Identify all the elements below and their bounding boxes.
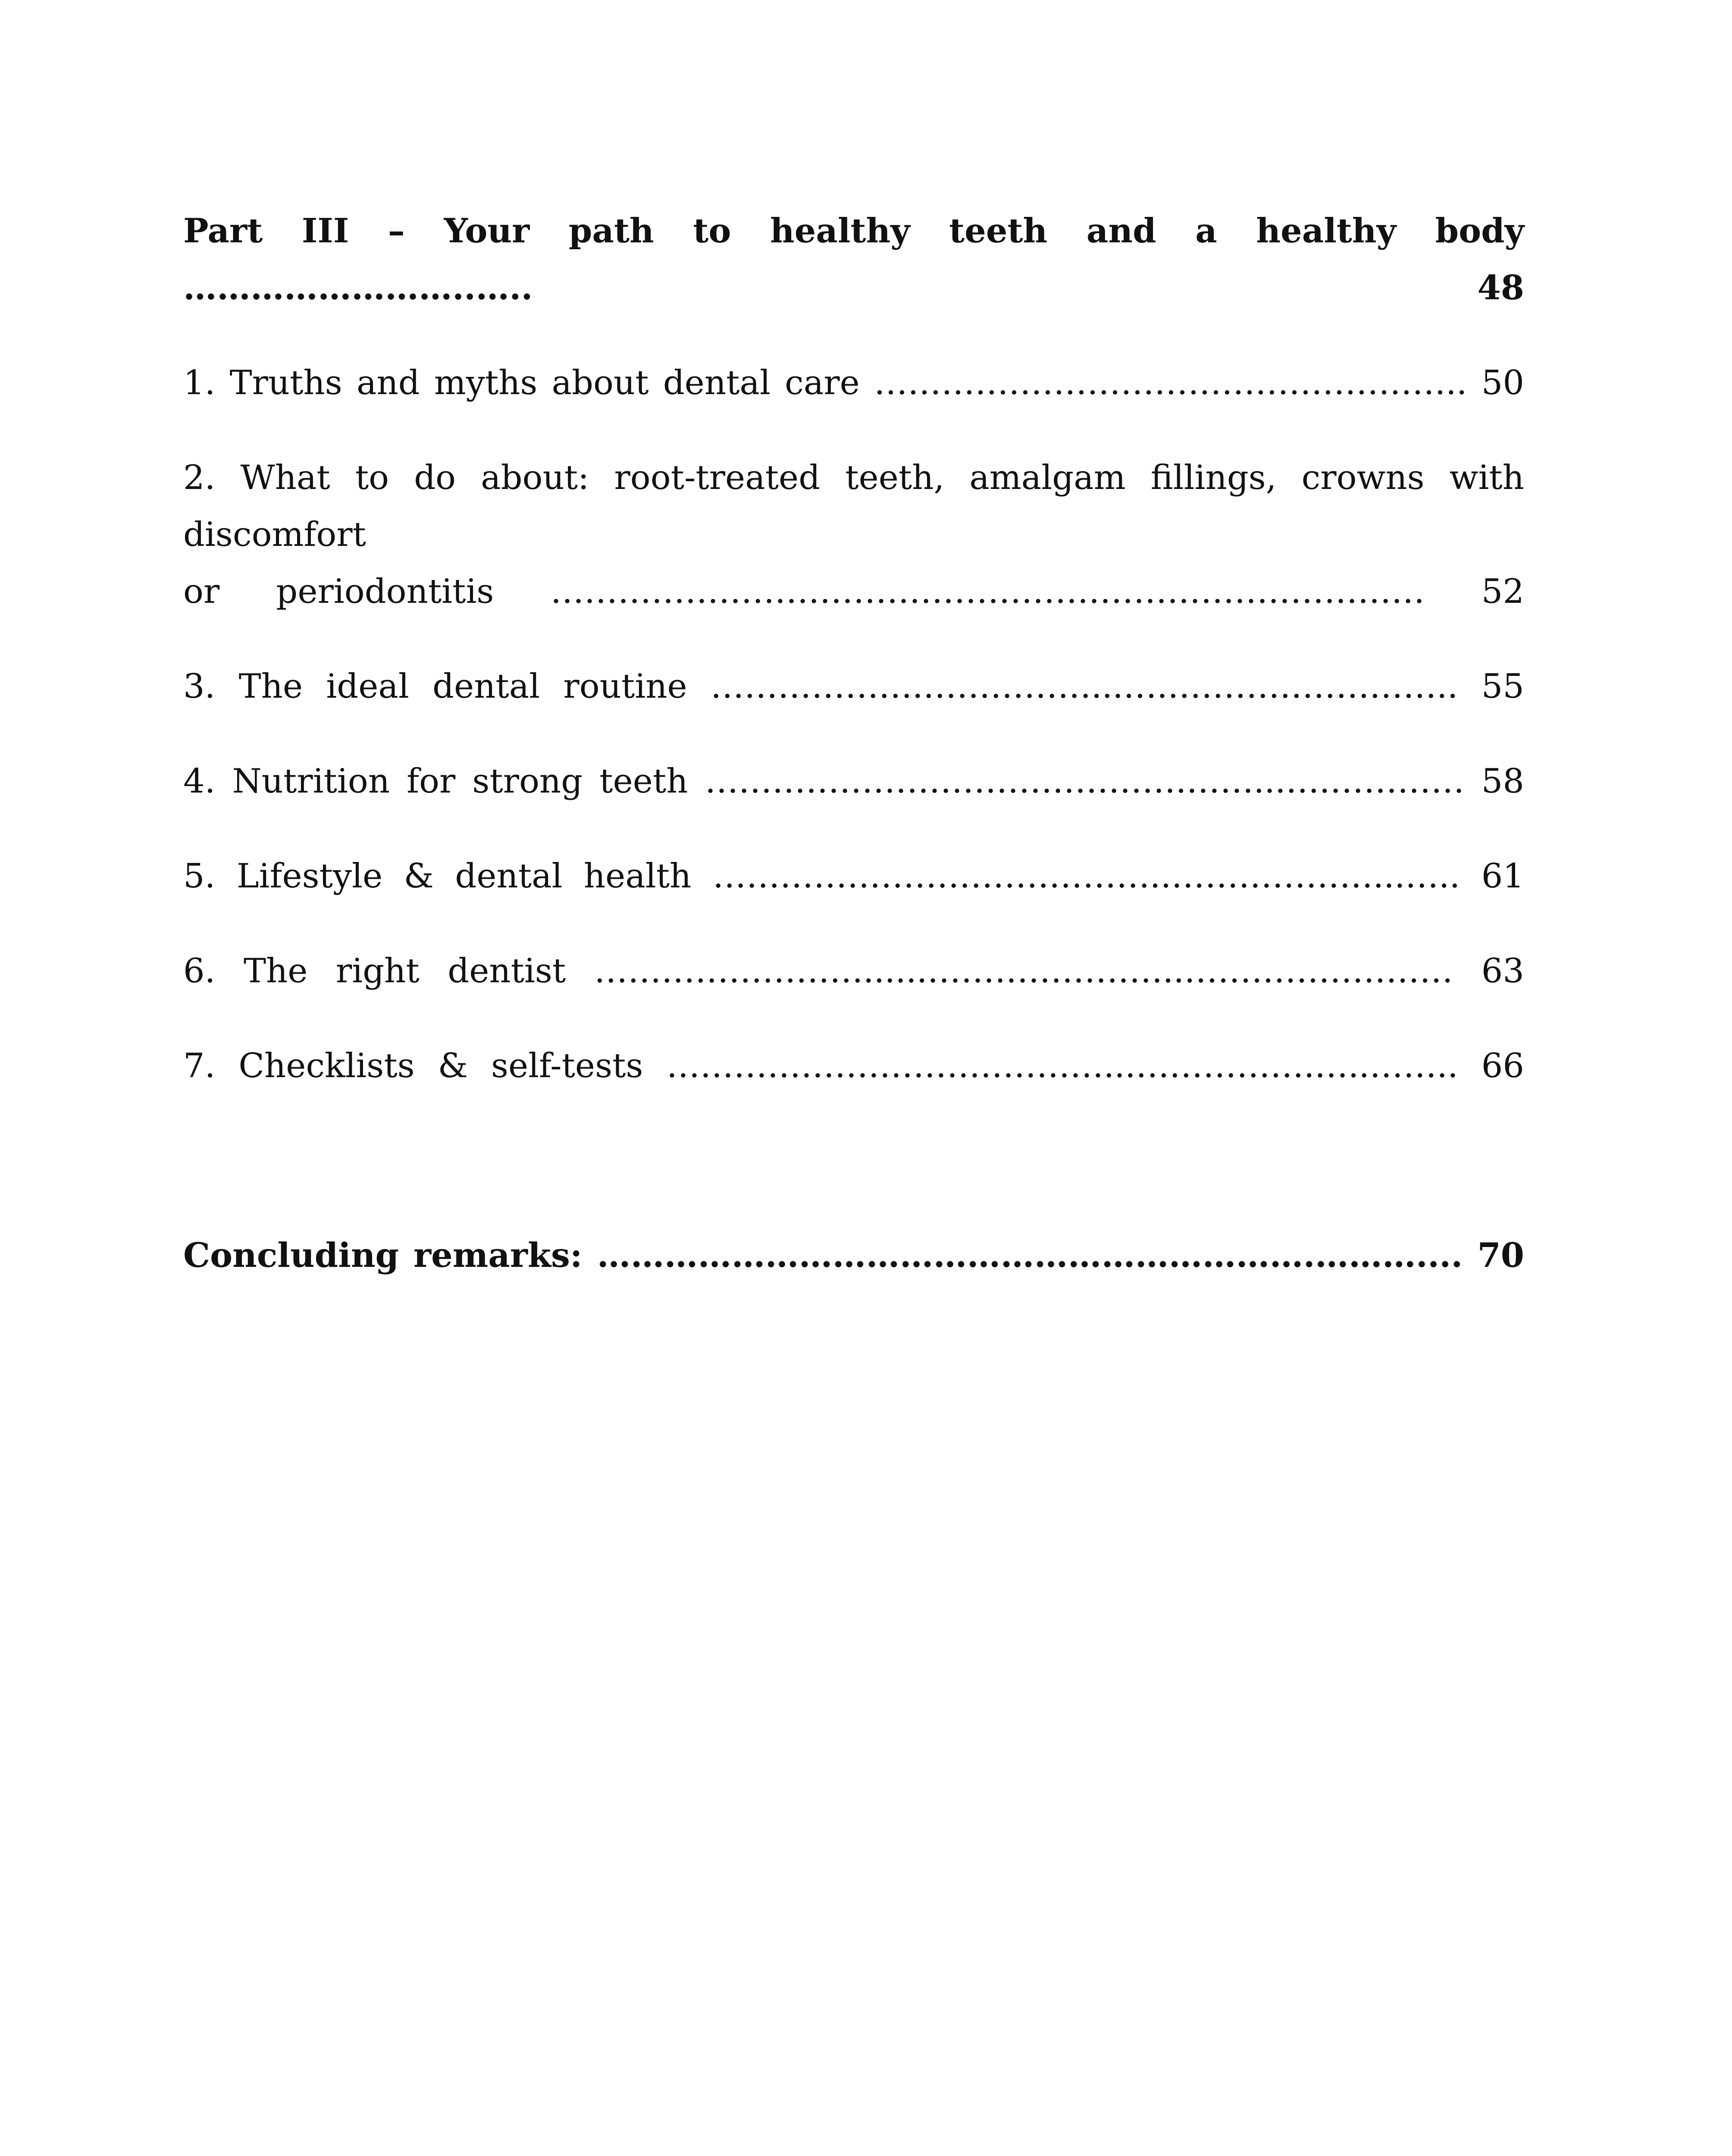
toc-entry-2-line-1: 2. What to do about: root-treated teeth, amalgam fillings, crowns with discomfort xyxy=(183,458,1524,554)
toc-concluding-remarks: Concluding remarks: ……………………………………………………….……….... 70 xyxy=(183,1236,1524,1275)
toc-entry-2-line-2: or periodontitis …………………………………………………………………… 52 xyxy=(183,572,1524,611)
toc-entry-4: 4. Nutrition for strong teeth …………………………………….……...….………… 58 xyxy=(183,762,1524,801)
table-of-contents xyxy=(183,203,1524,1284)
toc-entry-6: 6. The right dentist ……………………......…………………..…………………… 63 xyxy=(183,952,1524,990)
toc-part-heading: Part III – Your path to healthy teeth and a healthy body ……………………..….. 48 xyxy=(183,211,1524,307)
toc-entry-3: 3. The ideal dental routine ……………….……………...….…………………….. 55 xyxy=(183,667,1524,706)
toc-entry-5: 5. Lifestyle & dental health …………………………………..………………...….. 61 xyxy=(183,857,1524,896)
toc-entry-7: 7. Checklists & self-tests …………………………………...…………….…..…….. 66 xyxy=(183,1047,1524,1085)
toc-entry-1: 1. Truths and myths about dental care …………………………………………….. 50 xyxy=(183,364,1524,402)
